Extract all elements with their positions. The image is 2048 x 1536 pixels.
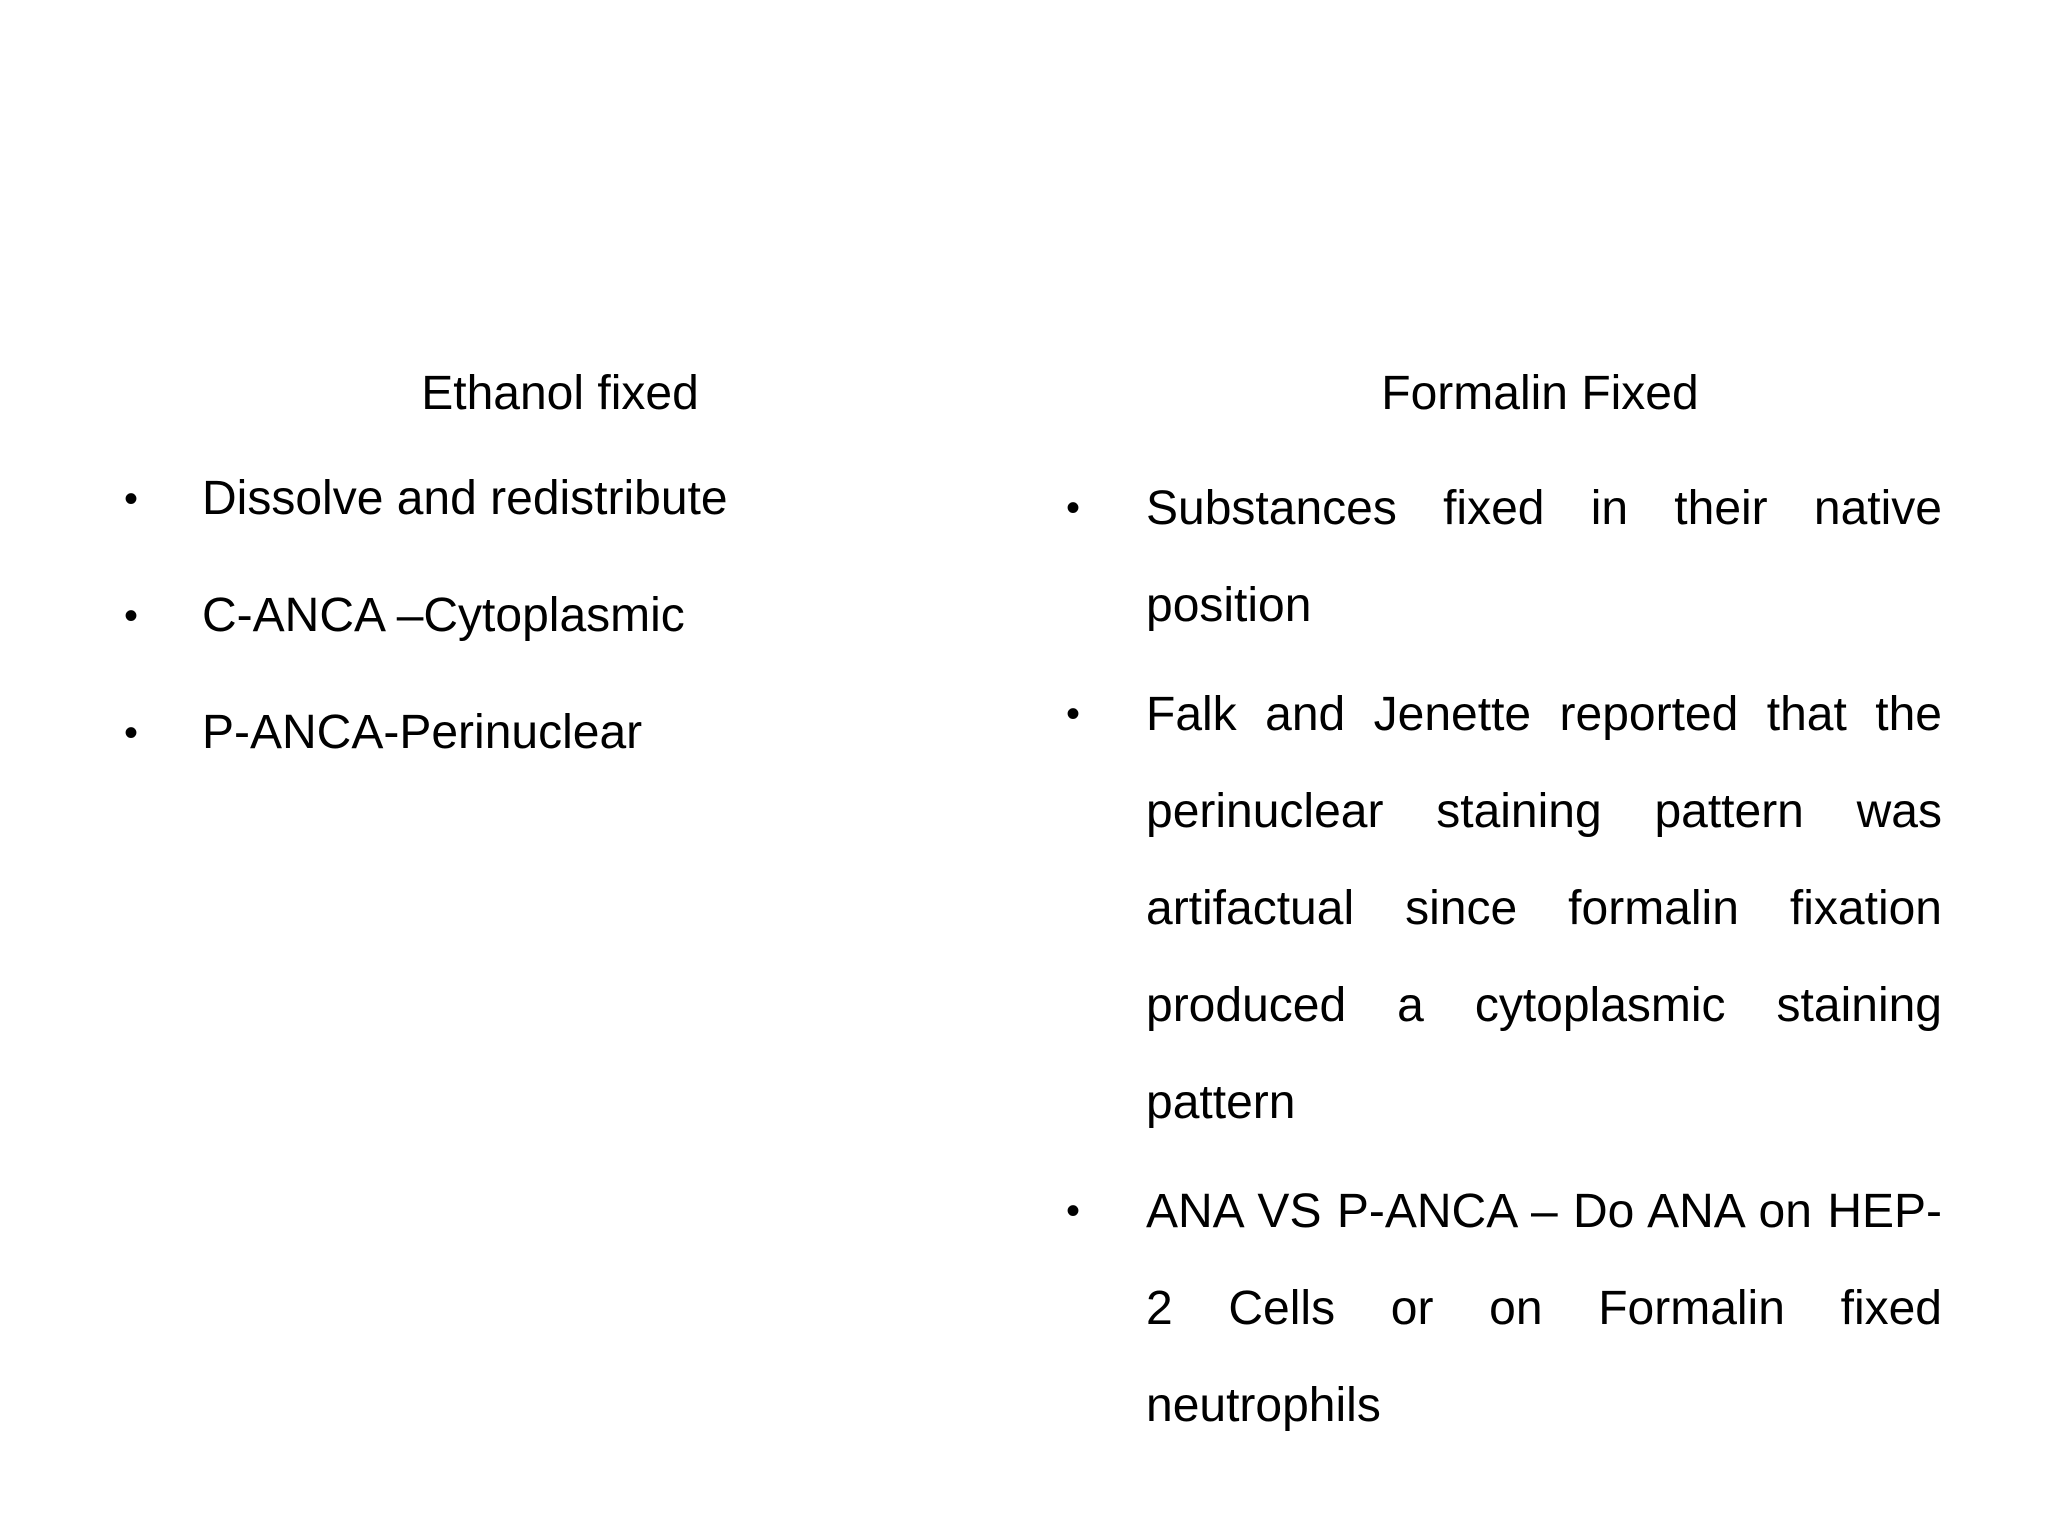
bullet-icon: • (1066, 1189, 1081, 1233)
bullet-text: Substances fixed in their native position (1146, 482, 1942, 632)
bullet-text: ANA VS P-ANCA – Do ANA on HEP-2 Cells or on Formalin fixed neutrophils (1146, 1185, 1942, 1432)
bullet-icon: • (1066, 692, 1081, 736)
bullet-text: Falk and Jenette reported that the perinuclear staining pattern was artifactual since formalin fixation produced a cytoplasmic staining pattern (1146, 688, 1942, 1129)
left-column-heading: Ethanol fixed (421, 367, 699, 420)
list-item (120, 704, 1000, 762)
list-item (120, 470, 1000, 528)
bullet-text: C-ANCA –Cytoplasmic (202, 589, 685, 642)
left-bullet-list (120, 470, 1000, 821)
list-item (1066, 1163, 1942, 1454)
bullet-icon: • (124, 477, 139, 521)
bullet-icon: • (1066, 486, 1081, 530)
right-bullet-list (1066, 460, 1942, 1466)
bullet-icon: • (124, 711, 139, 755)
bullet-text: Dissolve and redistribute (202, 472, 728, 525)
list-item (120, 587, 1000, 645)
list-item (1066, 460, 1942, 654)
bullet-text: P-ANCA-Perinuclear (202, 706, 643, 759)
right-column-heading: Formalin Fixed (1381, 367, 1699, 420)
bullet-icon: • (124, 594, 139, 638)
list-item (1066, 666, 1942, 1151)
